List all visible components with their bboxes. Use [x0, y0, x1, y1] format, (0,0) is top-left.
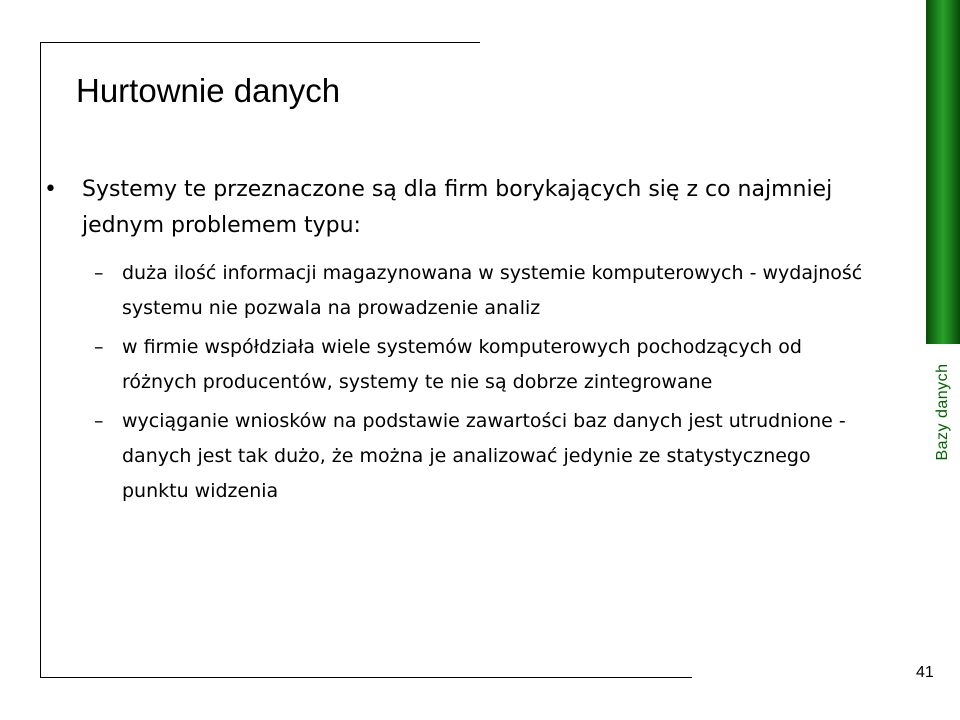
side-section-label: Bazy danych	[934, 363, 951, 461]
sub-list	[44, 256, 904, 509]
sub-item-text: duża ilość informacji magazynowana w systemie komputerowych - wydajność systemu nie pozwala na prowadzenie analiz	[122, 262, 863, 319]
sub-item-text: w firmie współdziała wiele systemów komputerowych pochodzących od różnych producentów, systemy te nie są dobrze zintegrowane	[122, 336, 802, 393]
bullet-marker: •	[44, 177, 57, 202]
frame-left-line	[40, 42, 41, 678]
slide-body	[44, 172, 904, 513]
frame-bottom-line	[40, 677, 692, 678]
dash-marker: –	[94, 336, 104, 358]
sub-item	[94, 404, 882, 509]
sub-item-text: wyciąganie wniosków na podstawie zawartości baz danych jest utrudnione - danych jest tak dużo, że można je analizować jedynie ze statystycznego punktu widzenia	[122, 410, 846, 502]
dash-marker: –	[94, 410, 104, 432]
sub-item	[94, 330, 882, 400]
slide-title: Hurtownie danych	[76, 72, 341, 109]
bullet-text: Systemy te przeznaczone są dla firm borykających się z co najmniej jednym problemem typu:	[82, 177, 833, 238]
bullet-item	[44, 172, 882, 244]
dash-marker: –	[94, 262, 104, 284]
sub-item	[94, 256, 882, 326]
page-number: 41	[916, 664, 934, 681]
side-accent-bar	[926, 0, 960, 344]
frame-top-line	[40, 42, 480, 43]
